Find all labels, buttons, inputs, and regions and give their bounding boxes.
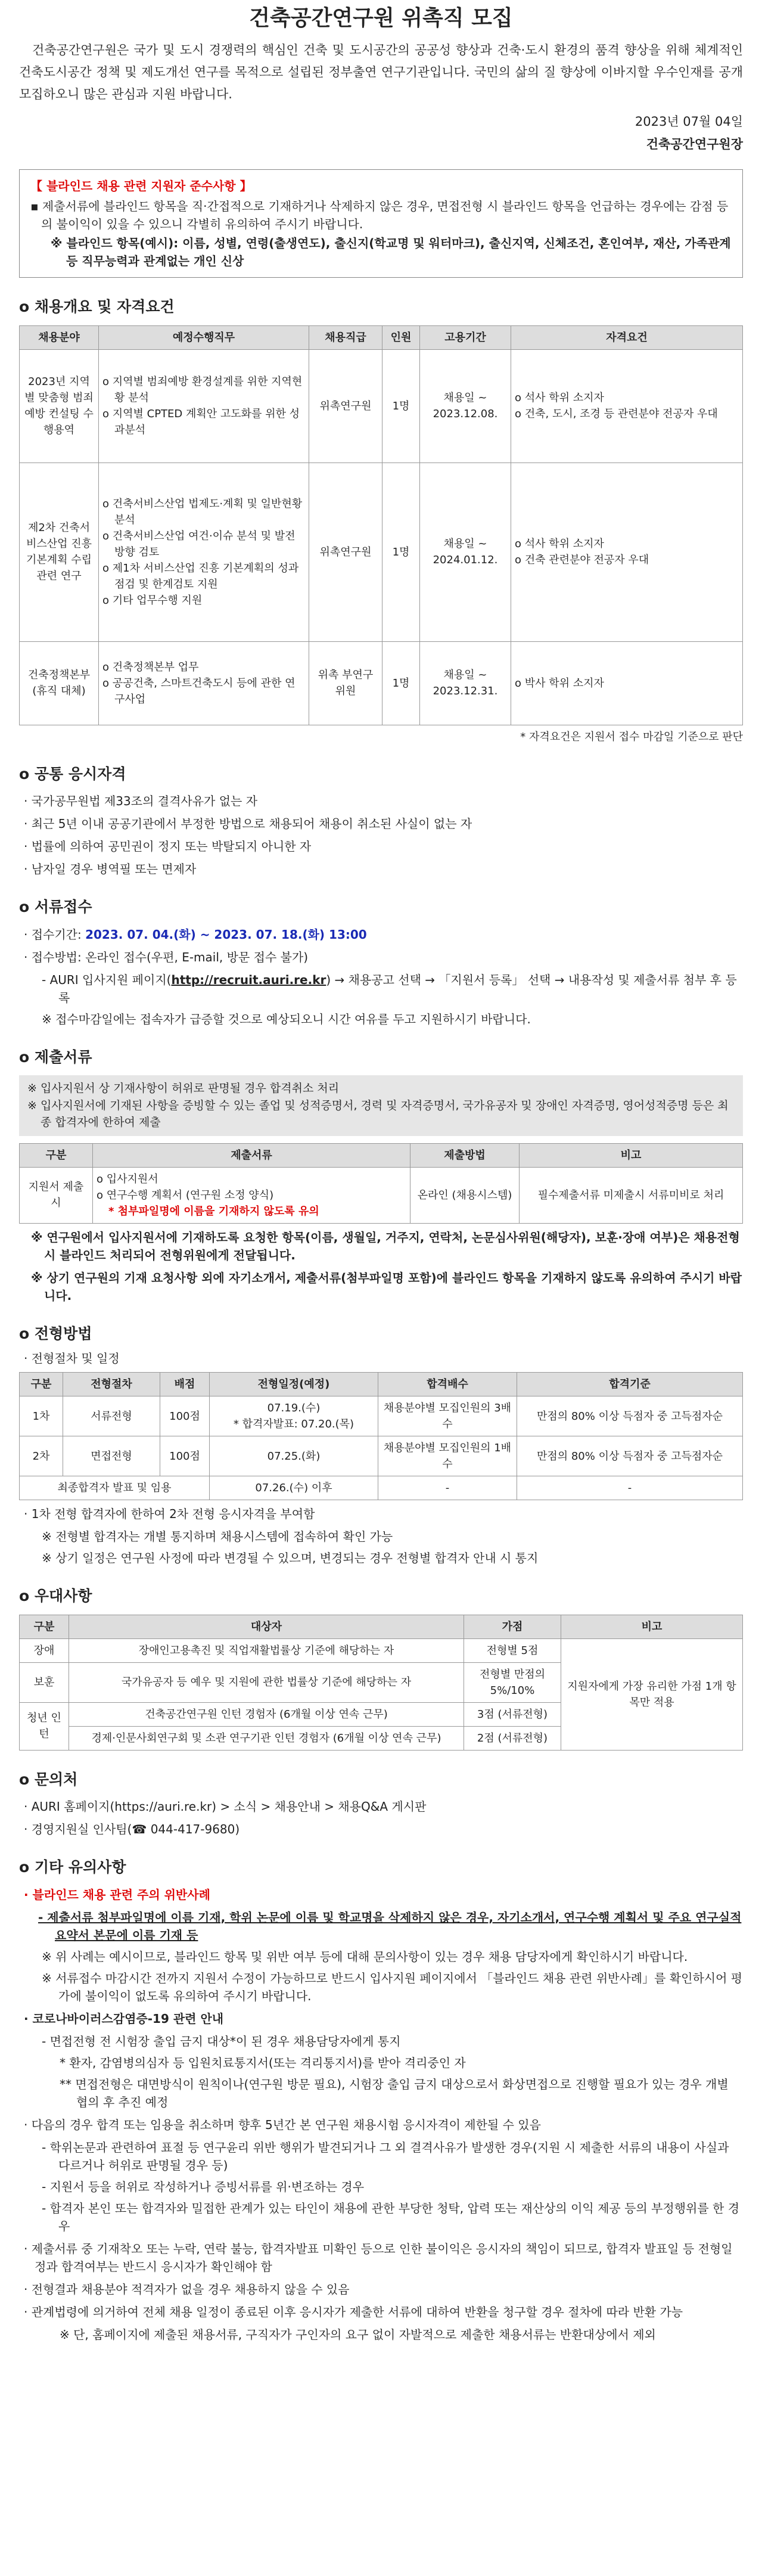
apply-route-text: - AURI 입사지원 페이지( — [42, 972, 172, 987]
col-header: 구분 — [20, 1615, 69, 1638]
etc-item: · 관계법령에 의거하여 전체 채용 일정이 종료된 이후 응시자가 제출한 서류에 대하여 반환을 청구할 경우 절차에 따라 반환 가능 — [24, 2304, 683, 2319]
etc-item: · 전형결과 채용분야 적격자가 없을 경우 채용하지 않을 수 있음 — [24, 2282, 350, 2296]
section-heading: o 제출서류 — [19, 1048, 92, 1066]
multiple-cell: 채용분야별 모집인원의 1배수 — [378, 1436, 517, 1476]
count-cell: 1명 — [382, 349, 420, 463]
section-heading: o 우대사항 — [19, 1587, 92, 1604]
col-header: 가점 — [464, 1615, 561, 1638]
table-row — [20, 349, 743, 463]
qual-item: o 건축, 도시, 조경 등 관련분야 전공자 우대 — [515, 408, 718, 420]
doc-item: o 입사지원서 — [97, 1172, 158, 1185]
duty-item: o 건축서비스산업 여건·이슈 분석 및 발전방향 검토 — [102, 529, 296, 558]
etc-item: · 다음의 경우 합격 또는 임용을 취소하며 향후 5년간 본 연구원 채용시험 응시자격이 제한될 수 있음 — [24, 2117, 541, 2132]
grade-cell: 위촉 부연구위원 — [309, 641, 382, 725]
period-cell: 채용일 ~ 2024.01.12. — [420, 463, 511, 641]
col-header: 채용직급 — [309, 325, 382, 349]
stage-cell: 2차 — [20, 1436, 63, 1476]
table-row — [20, 1396, 743, 1436]
duty-item: o 제1차 서비스산업 진흥 기본계획의 성과점검 및 한계검토 지원 — [102, 561, 299, 591]
pref-kind: 청년 인턴 — [20, 1702, 69, 1750]
apply-route — [19, 971, 743, 1007]
table-row — [20, 1638, 743, 1662]
table-row — [20, 1436, 743, 1476]
common-item: · 법률에 의하여 공민권이 정지 또는 박탈되지 아니한 자 — [24, 839, 312, 854]
selection-note: ※ 상기 일정은 연구원 사정에 따라 변경될 수 있으며, 변경되는 경우 전형별 합격자 안내 시 통지 — [42, 1551, 539, 1565]
issuer: 건축공간연구원장 — [646, 136, 743, 151]
grade-cell: 위촉연구원 — [309, 349, 382, 463]
common-item: · 남자일 경우 병역필 또는 면제자 — [24, 862, 197, 876]
qual-item: o 박사 학위 소지자 — [515, 676, 604, 690]
procedure-cell: 서류전형 — [63, 1396, 160, 1436]
selection-note: ※ 전형별 합격자는 개별 통지하며 채용시스템에 접속하여 확인 가능 — [42, 1529, 393, 1544]
etc-note: ※ 서류접수 마감시간 전까지 지원서 수정이 가능하므로 반드시 입사지원 페이지에서 「블라인드 채용 관련 위반사례」를 확인하시어 평가에 불이익이 없도록 유의하여 주시기 바랍니다. — [42, 1970, 743, 2003]
section-heading: o 기타 유의사항 — [19, 1858, 126, 1876]
multiple-cell: 채용분야별 모집인원의 3배수 — [378, 1396, 517, 1436]
duty-item: o 건축서비스산업 법제도·계획 및 일반현황 분석 — [102, 497, 303, 526]
col-header: 인원 — [382, 325, 420, 349]
duties-cell — [99, 463, 309, 641]
col-header: 대상자 — [69, 1615, 464, 1638]
col-header: 구분 — [20, 1373, 63, 1396]
pref-target: 경제·인문사회연구회 및 소관 연구기관 인턴 경험자 (6개월 이상 연속 근무) — [69, 1726, 464, 1750]
contact-item: · 경영지원실 인사팀(☎ 044-417-9680) — [24, 1822, 240, 1836]
col-header: 채용분야 — [20, 325, 99, 349]
pref-target: 건축공간연구원 인턴 경험자 (6개월 이상 연속 근무) — [69, 1702, 464, 1726]
schedule-announce: * 합격자발표: 07.20.(목) — [233, 1418, 354, 1430]
docs-method: 온라인 (채용시스템) — [410, 1167, 520, 1223]
pref-kind: 보훈 — [20, 1662, 69, 1702]
intro-paragraph: 건축공간연구원은 국가 및 도시 경쟁력의 핵심인 건축 및 도시공간의 공공성 향상과 건축·도시 환경의 품격 향상을 위해 체계적인 건축도시공간 정책 및 제도개선 연구를 목적으로 설립된 정부출연 연구기관입니다. 국민의 삶의 질 향상에 이바지할 우수인재를 공개 모집하오니 많은 관심과 지원 바랍니다. — [19, 43, 743, 101]
col-header: 자격요건 — [511, 325, 743, 349]
score-cell: 100점 — [160, 1396, 210, 1436]
apply-period — [19, 926, 743, 944]
blind-notice-title: 【 블라인드 채용 관련 지원자 준수사항 】 — [30, 179, 252, 193]
doc-warning: * 첨부파일명에 이름을 기재하지 않도록 유의 — [108, 1205, 319, 1218]
table-row — [20, 463, 743, 641]
qual-item: o 석사 학위 소지자 — [515, 538, 604, 550]
section-heading: o 서류접수 — [19, 898, 92, 915]
count-cell: 1명 — [382, 641, 420, 725]
schedule-date: 07.19.(수) — [267, 1402, 321, 1414]
period-cell: 채용일 ~ 2023.12.08. — [420, 349, 511, 463]
col-header: 예정수행직무 — [99, 325, 309, 349]
pref-points: 3점 (서류전형) — [464, 1702, 561, 1726]
contact-item[interactable]: · AURI 홈페이지(https://auri.re.kr) > 소식 > 채용안내 > 채용Q&A 게시판 — [24, 1799, 427, 1814]
etc-note: ※ 위 사례는 예시이므로, 블라인드 항목 및 위반 여부 등에 대해 문의사항이 있는 경우 채용 담당자에게 확인하시기 바랍니다. — [42, 1949, 688, 1964]
etc-violation: - 제출서류 첨부파일명에 이름 기재, 학위 논문에 이름 및 학교명을 삭제하지 않은 경우, 자기소개서, 연구수행 계획서 및 주요 연구실적 요약서 본문에 이름 기재 등 — [38, 1910, 742, 1942]
col-header: 배점 — [160, 1373, 210, 1396]
duty-item: o 기타 업무수행 지원 — [102, 594, 203, 607]
col-header: 전형절차 — [63, 1373, 160, 1396]
docs-remark: 필수제출서류 미제출시 서류미비로 처리 — [520, 1167, 743, 1223]
selection-subtitle: · 전형절차 및 일정 — [24, 1351, 120, 1365]
col-header: 제출서류 — [93, 1143, 410, 1167]
final-label: 최종합격자 발표 및 임용 — [20, 1476, 210, 1500]
quals-cell — [511, 349, 743, 463]
blind-notice-box — [19, 169, 743, 278]
section-heading: o 문의처 — [19, 1770, 78, 1788]
qual-item: o 건축 관련분야 전공자 우대 — [515, 554, 649, 566]
col-header: 제출방법 — [410, 1143, 520, 1167]
table-row — [20, 1167, 743, 1223]
common-item: · 국가공무원법 제33조의 결격사유가 없는 자 — [24, 794, 258, 808]
table-row — [20, 641, 743, 725]
docs-kind: 지원서 제출 시 — [20, 1167, 93, 1223]
criteria-cell: 만점의 80% 이상 득점자 중 고득점자순 — [517, 1436, 743, 1476]
field-cell: 제2차 건축서비스산업 진흥 기본계획 수립 관련 연구 — [20, 463, 99, 641]
pref-points: 전형별 만점의 5%/10% — [464, 1662, 561, 1702]
quals-cell — [511, 463, 743, 641]
docs-table — [19, 1143, 743, 1224]
section-heading: o 전형방법 — [19, 1324, 92, 1342]
pref-remark: 지원자에게 가장 유리한 가점 1개 항목만 적용 — [561, 1638, 743, 1750]
etc-item: - 지원서 등을 허위로 작성하거나 증빙서류를 위·변조하는 경우 — [42, 2179, 365, 2194]
docs-bold-note: ※ 연구원에서 입사지원서에 기재하도록 요청한 항목(이름, 생월일, 거주지, 연락처, 논문심사위원(해당자), 보훈·장애 여부)은 채용전형 시 블라인드 처리되어 전형위원에게 전달됩니다. — [31, 1230, 740, 1262]
duties-cell — [99, 641, 309, 725]
blind-notice-example: ※ 블라인드 항목(예시): 이름, 성별, 연령(출생연도), 출신지(학교명 및 워터마크), 출신지역, 신체조건, 혼인여부, 재산, 가족관계 등 직무능력과 관계없는 개인 신상 — [51, 236, 731, 268]
qual-item: o 석사 학위 소지자 — [515, 392, 604, 404]
col-header: 합격기준 — [517, 1373, 743, 1396]
duty-item: o 공공건축, 스마트건축도시 등에 관한 연구사업 — [102, 676, 296, 706]
etc-item: - 학위논문과 관련하여 표절 등 연구윤리 위반 행위가 발견되거나 그 외 결격사유가 발생한 경우(지원 시 제출한 서류의 내용이 사실과 다르거나 허위로 판명될 경우 등) — [42, 2140, 729, 2172]
pref-target: 국가유공자 등 예우 및 지원에 관한 법률상 기준에 해당하는 자 — [69, 1662, 464, 1702]
criteria-cell: 만점의 80% 이상 득점자 중 고득점자순 — [517, 1396, 743, 1436]
duty-item: o 지역별 CPTED 계획안 고도화를 위한 성과분석 — [102, 408, 300, 436]
pref-points: 전형별 5점 — [464, 1638, 561, 1662]
doc-item: o 연구수행 계획서 (연구원 소정 양식) — [97, 1188, 274, 1202]
docs-note: ※ 입사지원서에 기재된 사항을 증빙할 수 있는 졸업 및 성적증명서, 경력 및 자격증명서, 국가유공자 및 장애인 자격증명, 영어성적증명 등은 최종 합격자에 한하여 제출 — [27, 1098, 729, 1129]
col-header: 합격배수 — [378, 1373, 517, 1396]
apply-note: ※ 접수마감일에는 접속자가 급증할 것으로 예상되오니 시간 여유를 두고 지원하시기 바랍니다. — [42, 1011, 531, 1026]
stage-cell: 1차 — [20, 1396, 63, 1436]
selection-table — [19, 1372, 743, 1500]
selection-note: · 1차 전형 합격자에 한하여 2차 전형 응시자격을 부여함 — [24, 1507, 315, 1521]
table-footnote: * 자격요건은 지원서 접수 마감일 기준으로 판단 — [520, 730, 743, 743]
blind-notice-item: ▪ 제출서류에 블라인드 항목을 직·간접적으로 기재하거나 삭제하지 않은 경우, 면접전형 시 블라인드 항목을 언급하는 경우에는 감점 등의 불이익이 있을 수 있으니 각별히 유의하여 주시기 바랍니다. — [30, 199, 729, 231]
duty-item: o 지역별 범죄예방 환경설계를 위한 지역현황 분석 — [102, 375, 303, 404]
docs-bold-note: ※ 상기 연구원의 기재 요청사항 외에 자기소개서, 제출서류(첨부파일명 포함)에 블라인드 항목을 기재하지 않도록 유의하여 주시기 바랍니다. — [31, 1270, 742, 1303]
docs-list — [93, 1167, 410, 1223]
preference-table — [19, 1615, 743, 1751]
duty-item: o 건축정책본부 업무 — [102, 660, 199, 674]
procedure-cell: 면접전형 — [63, 1436, 160, 1476]
grade-cell: 위촉연구원 — [309, 463, 382, 641]
etc-note: ** 면접전형은 대면방식이 원칙이나(연구원 방문 필요), 시험장 출입 금지 대상으로서 화상면접으로 진행할 필요가 있는 경우 개별 협의 후 추진 예정 — [60, 2077, 729, 2109]
apply-period-label: · 접수기간: — [24, 927, 86, 942]
final-criteria: - — [517, 1476, 743, 1500]
final-date: 07.26.(수) 이후 — [210, 1476, 378, 1500]
quals-cell — [511, 641, 743, 725]
field-cell: 건축정책본부 (휴직 대체) — [20, 641, 99, 725]
col-header: 비고 — [520, 1143, 743, 1167]
docs-note: ※ 입사지원서 상 기재사항이 허위로 판명될 경우 합격취소 처리 — [27, 1082, 340, 1095]
col-header: 고용기간 — [420, 325, 511, 349]
pref-kind: 장애 — [20, 1638, 69, 1662]
etc-heading: · 블라인드 채용 관련 주의 위반사례 — [24, 1887, 210, 1902]
field-cell: 2023년 지역별 맞춤형 범죄예방 컨설팅 수행용역 — [20, 349, 99, 463]
score-cell: 100점 — [160, 1436, 210, 1476]
apply-period-value: 2023. 07. 04.(화) ~ 2023. 07. 18.(화) 13:00 — [85, 927, 367, 942]
recruit-table — [19, 325, 743, 725]
duties-cell — [99, 349, 309, 463]
schedule-cell: 07.25.(화) — [210, 1436, 378, 1476]
col-header: 비고 — [561, 1615, 743, 1638]
count-cell: 1명 — [382, 463, 420, 641]
section-heading: o 채용개요 및 자격요건 — [19, 298, 175, 315]
final-multiple: - — [378, 1476, 517, 1500]
docs-note-box — [19, 1075, 743, 1136]
recruit-link[interactable]: http://recruit.auri.re.kr — [171, 972, 326, 987]
apply-route-text: ) → 채용공고 선택 → 「지원서 등록」 선택 → 내용작성 및 제출서류 첨부 후 등록 — [58, 972, 737, 1005]
pref-points: 2점 (서류전형) — [464, 1726, 561, 1750]
etc-heading: · 코로나바이러스감염증-19 관련 안내 — [24, 2011, 224, 2026]
etc-item: - 면접전형 전 시험장 출입 금지 대상*이 된 경우 채용담당자에게 통지 — [42, 2034, 401, 2049]
common-item: · 최근 5년 이내 공공기관에서 부정한 방법으로 채용되어 채용이 취소된 사실이 없는 자 — [24, 817, 472, 831]
etc-item: - 합격자 본인 또는 합격자와 밀접한 관계가 있는 타인이 채용에 관한 부당한 청탁, 압력 또는 재산상의 이익 제공 등의 부정행위를 한 경우 — [42, 2201, 740, 2233]
pref-target: 장애인고용촉진 및 직업재활법률상 기준에 해당하는 자 — [69, 1638, 464, 1662]
period-cell: 채용일 ~ 2023.12.31. — [420, 641, 511, 725]
apply-method: · 접수방법: 온라인 접수(우편, E-mail, 방문 접수 불가) — [24, 949, 309, 964]
schedule-cell — [210, 1396, 378, 1436]
notice-date: 2023년 07월 04일 — [635, 114, 743, 129]
table-row — [20, 1476, 743, 1500]
col-header: 구분 — [20, 1143, 93, 1167]
section-heading: o 공통 응시자격 — [19, 765, 126, 783]
col-header: 전형일정(예정) — [210, 1373, 378, 1396]
etc-note: * 환자, 감염병의심자 등 입원치료통지서(또는 격리통지서)를 받아 격리중인 자 — [60, 2055, 466, 2070]
page-title: 건축공간연구원 위촉직 모집 — [249, 6, 513, 30]
etc-item: · 제출서류 중 기재착오 또는 누락, 연락 불능, 합격자발표 미확인 등으로 인한 불이익은 응시자의 책임이 되므로, 합격자 발표일 등 전형일정과 합격여부는 반드시 응시자가 확인해야 함 — [24, 2241, 733, 2274]
etc-note: ※ 단, 홈페이지에 제출된 채용서류, 구직자가 구인자의 요구 없이 자발적으로 제출한 채용서류는 반환대상에서 제외 — [60, 2327, 656, 2342]
